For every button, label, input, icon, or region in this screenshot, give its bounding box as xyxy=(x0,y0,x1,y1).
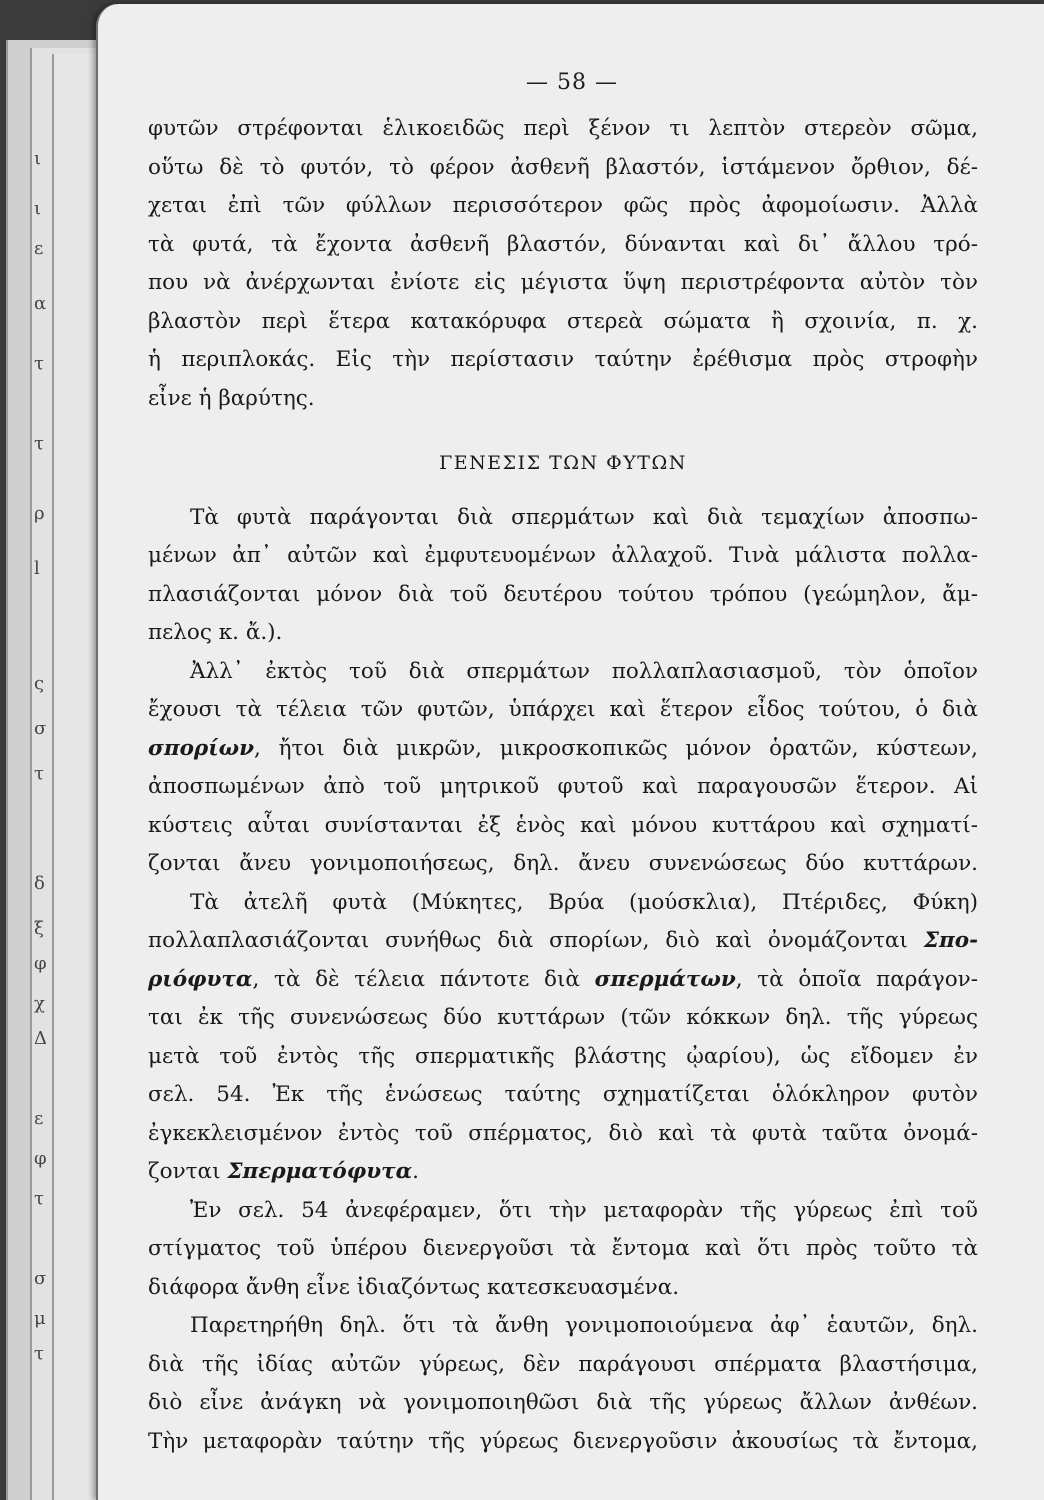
margin-letter: τ xyxy=(34,763,44,784)
section-heading: ΓΕΝΕΣΙΣ ΤΩΝ ΦΥΤΩΝ xyxy=(439,452,687,474)
text-line: ται ἐκ τῆς συνενώσεως δύο κυττάρων (τῶν κόκκων δηλ. τῆς γύρεως xyxy=(148,1005,978,1030)
text-line: ἡ περιπλοκάς. Εἰς τὴν περίστασιν ταύτην ἐρέθισμα πρὸς στροφὴν xyxy=(148,347,978,372)
text-line xyxy=(148,961,978,1000)
text-line: ἐγκεκλεισμένον ἐντὸς τοῦ σπέρματος, διὸ καὶ τὰ φυτὰ ταῦτα ὀνομά- xyxy=(148,1120,978,1146)
text-line: ἀποσπωμένων ἀπὸ τοῦ μητρικοῦ φυτοῦ καὶ παραγουσῶν ἕτερον. Αἱ xyxy=(148,774,978,799)
margin-letter: χ xyxy=(34,993,45,1014)
page-number: — 58 — xyxy=(526,70,618,95)
margin-letter: Δ xyxy=(34,1028,47,1049)
text-line: Τὰ ἀτελῆ φυτὰ (Μύκητες, Βρύα (μούσκλια), Πτέριδες, Φύκη) xyxy=(190,889,978,915)
text-line: διὸ εἶνε ἀνάγκη νὰ γονιμοποιηθῶσι διὰ τῆς γύρεως ἄλλων ἀνθέων. xyxy=(148,1390,978,1415)
emphasized-term: Σπο- xyxy=(923,928,978,953)
text-line: στίγματος τοῦ ὑπέρου διενεργοῦσι τὰ ἔντομα καὶ ὅτι πρὸς τοῦτο τὰ xyxy=(148,1236,978,1261)
margin-letter: ι xyxy=(34,148,42,169)
text-line: Τὰ φυτὰ παράγονται διὰ σπερμάτων καὶ διὰ τεμαχίων ἀποσπω- xyxy=(190,504,978,530)
text-line: ἔχουσι τὰ τέλεια τῶν φυτῶν, ὑπάρχει καὶ ἕτερον εἶδος τούτου, ὁ διὰ xyxy=(148,697,978,722)
text-line: διάφορα ἄνθη εἶνε ἰδιαζόντως κατεσκευασμένα. xyxy=(148,1274,680,1300)
margin-letter: α xyxy=(34,293,47,314)
text-line: πλασιάζονται μόνον διὰ τοῦ δευτέρου τούτου τρόπου (γεώμηλον, ἄμ- xyxy=(148,581,978,607)
text-fragment: , τὰ δὲ τέλεια πάντοτε διὰ xyxy=(252,966,595,992)
margin-letter: ι xyxy=(34,198,42,219)
margin-letter: τ xyxy=(34,433,44,454)
text-line: που νὰ ἀνέρχωνται ἐνίοτε εἰς μέγιστα ὕψη περιστρέφοντα αὐτὸν τὸν xyxy=(148,270,978,295)
text-line xyxy=(148,730,978,769)
margin-letter: ρ xyxy=(34,503,45,524)
text-line: ζονται ἄνευ γονιμοποιήσεως, δηλ. ἄνευ συνενώσεως δύο κυττάρων. xyxy=(148,851,978,876)
text-line: μένων ἀπ᾽ αὐτῶν καὶ ἐμφυτευομένων ἀλλαχοῦ. Τινὰ μάλιστα πολλα- xyxy=(148,543,978,568)
text-line: οὕτω δὲ τὸ φυτόν, τὸ φέρον ἀσθενῆ βλαστόν, ἱστάμενον ὄρθιον, δέ- xyxy=(148,154,978,180)
text-line: τὰ φυτά, τὰ ἔχοντα ἀσθενῆ βλαστόν, δύνανται καὶ δι᾽ ἄλλου τρό- xyxy=(148,231,978,257)
margin-letter: τ xyxy=(34,1343,44,1364)
text-fragment: πολλαπλασιάζονται συνήθως διὰ σπορίων, διὸ καὶ ὀνομάζονται xyxy=(148,928,924,953)
text-line xyxy=(148,922,978,961)
margin-letter: ε xyxy=(34,1108,44,1129)
emphasized-term: σπορίων xyxy=(148,735,255,761)
text-line: εἶνε ἡ βαρύτης. xyxy=(148,385,315,411)
text-line: διὰ τῆς ἰδίας αὐτῶν γύρεως, δὲν παράγουσι σπέρματα βλαστήσιμα, xyxy=(148,1351,978,1377)
margin-letter: φ xyxy=(34,1148,47,1169)
text-line: σελ. 54. Ἐκ τῆς ἑνώσεως ταύτης σχηματίζεται ὁλόκληρον φυτὸν xyxy=(148,1082,978,1107)
emphasized-term: ριόφυτα xyxy=(148,966,253,992)
text-line: κύστεις αὗται συνίστανται ἐξ ἑνὸς καὶ μόνου κυττάρου καὶ σχηματί- xyxy=(148,812,978,838)
text-fragment: . xyxy=(412,1159,419,1184)
text-line: χεται ἐπὶ τῶν φύλλων περισσότερον φῶς πρὸς ἀφομοίωσιν. Ἀλλὰ xyxy=(148,193,978,218)
margin-letter: μ xyxy=(34,1308,46,1329)
text-line xyxy=(148,1153,978,1192)
text-line: βλαστὸν περὶ ἕτερα κατακόρυφα στερεὰ σώματα ἢ σχοινία, π. χ. xyxy=(148,308,978,334)
text-fragment: , ἤτοι διὰ μικρῶν, μικροσκοπικῶς μόνον ὁρατῶν, κύστεων, xyxy=(254,735,978,761)
margin-letter: σ xyxy=(34,718,47,739)
margin-letter: τ xyxy=(34,353,44,374)
margin-letter: ε xyxy=(34,238,44,259)
margin-letter: δ xyxy=(34,873,45,894)
margin-letter: ς xyxy=(34,673,45,694)
emphasized-term: σπερμάτων xyxy=(594,966,736,992)
page-body xyxy=(148,110,978,1461)
text-fragment: ζονται xyxy=(148,1159,228,1184)
text-fragment: , τὰ ὁποῖα παράγον- xyxy=(735,966,978,992)
text-line: φυτῶν στρέφονται ἑλικοειδῶς περὶ ξένον τι λεπτὸν στερεὸν σῶμα, xyxy=(148,116,978,141)
text-line: πελος κ. ἄ.). xyxy=(148,620,283,645)
margin-letter: τ xyxy=(34,1188,44,1209)
text-line: Ἀλλ᾽ ἐκτὸς τοῦ διὰ σπερμάτων πολλαπλασιασμοῦ, τὸν ὁποῖον xyxy=(190,658,978,684)
text-line: Παρετηρήθη δηλ. ὅτι τὰ ἄνθη γονιμοποιούμενα ἀφ᾽ ἑαυτῶν, δηλ. xyxy=(190,1313,978,1338)
text-line: Ἐν σελ. 54 ἀνεφέραμεν, ὅτι τὴν μεταφορὰν τῆς γύρεως ἐπὶ τοῦ xyxy=(190,1197,978,1223)
margin-letter: l xyxy=(34,558,40,579)
margin-letter: ξ xyxy=(34,918,44,939)
text-line: Τὴν μεταφορὰν ταύτην τῆς γύρεως διενεργοῦσιν ἀκουσίως τὰ ἔντομα, xyxy=(148,1428,978,1454)
margin-letter: σ xyxy=(34,1268,47,1289)
emphasized-term: Σπερματόφυτα xyxy=(227,1159,413,1184)
margin-letter: φ xyxy=(34,953,47,974)
text-line: μετὰ τοῦ ἐντὸς τῆς σπερματικῆς βλάστης ᾠαρίου), ὡς εἴδομεν ἐν xyxy=(148,1043,978,1069)
book-page xyxy=(96,4,1044,1500)
